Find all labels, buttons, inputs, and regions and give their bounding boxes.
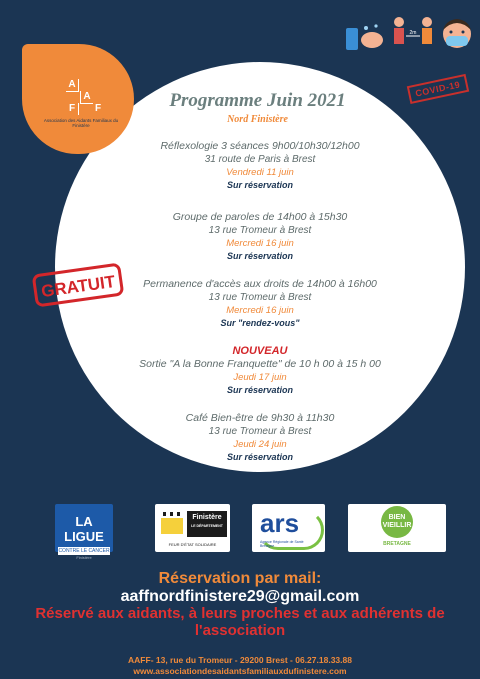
event-date: Jeudi 24 juin xyxy=(233,439,287,450)
logo-letter: A xyxy=(80,91,93,104)
reservation-heading: Réservation par mail: xyxy=(158,570,322,587)
event-booking: Sur réservation xyxy=(226,452,294,462)
event-address: 31 route de Paris à Brest xyxy=(204,154,316,165)
event-date: Jeudi 17 juin xyxy=(233,372,287,383)
ligue-title: LA LIGUE xyxy=(64,514,104,544)
event-address: 13 rue Tromeur à Brest xyxy=(208,225,312,236)
face-mask-icon xyxy=(438,14,476,56)
ligue-subtitle: CONTRE LE CANCER xyxy=(58,548,110,554)
ligue-region: Finistère xyxy=(76,555,92,560)
reservation-email[interactable]: aaffnordfinistere29@gmail.com xyxy=(120,588,360,605)
distancing-people-icon xyxy=(390,14,436,56)
event-booking: Sur réservation xyxy=(226,385,294,395)
new-badge: NOUVEAU xyxy=(232,345,288,357)
event-item xyxy=(100,278,420,330)
event-address: 13 rue Tromeur à Brest xyxy=(208,292,312,303)
ars-logo xyxy=(252,504,325,552)
gratuit-text: GRATUIT xyxy=(40,271,117,302)
event-date: Mercredi 16 juin xyxy=(226,305,294,316)
event-name: Sortie "A la Bonne Franquette" de 10 h 00 à 15 h 00 xyxy=(139,358,381,370)
finistere-name: Finistère xyxy=(192,514,222,521)
bien-vieillir-logo xyxy=(348,504,446,552)
eligibility-note: Réservé aux aidants, à leurs proches et aux adhérents de l'association xyxy=(35,605,445,639)
ars-subtitle: Agence Régionale de Santé Bretagne xyxy=(260,540,304,548)
page-subtitle: Nord Finistère xyxy=(227,114,288,125)
event-booking: Sur réservation xyxy=(226,180,294,190)
event-name: Permanence d'accès aux droits de 14h00 à 16h00 xyxy=(143,278,377,290)
event-item xyxy=(110,140,410,192)
svg-text:2m: 2m xyxy=(409,30,417,36)
event-address: 13 rue Tromeur à Brest xyxy=(208,426,312,437)
hand-sanitizer-icon xyxy=(340,14,386,56)
event-booking: Sur réservation xyxy=(226,251,294,261)
event-item xyxy=(100,412,420,464)
bien-vieillir-subtitle: BRETAGNE xyxy=(383,541,411,547)
event-date: Vendredi 11 juin xyxy=(226,167,294,178)
logo-letter: F xyxy=(94,103,102,114)
finistere-shield-icon xyxy=(161,510,183,534)
covid-stamp: COVID-19 xyxy=(407,74,469,104)
finistere-subtitle: LE DÉPARTEMENT xyxy=(191,524,223,528)
logo-tagline: Association des Aidants Familiaux du Finistère xyxy=(43,118,119,128)
logo-letter: F xyxy=(66,103,79,115)
bien-vieillir-name: BIEN VIEILLIR xyxy=(382,514,412,529)
logo-letter: A xyxy=(66,79,79,92)
event-date: Mercredi 16 juin xyxy=(226,238,294,249)
event-name: Réflexologie 3 séances 9h00/10h30/12h00 xyxy=(160,140,360,152)
page-title: Programme Juin 2021 xyxy=(169,90,346,111)
event-name: Café Bien-être de 9h30 à 11h30 xyxy=(185,412,335,424)
event-booking: Sur "rendez-vous" xyxy=(220,318,300,328)
contact-address: AAFF- 13, rue du Tromeur - 29200 Brest - 06.27.18.33.88 xyxy=(128,655,352,665)
event-item xyxy=(100,344,420,397)
aaff-logo xyxy=(58,75,106,117)
ligue-contre-cancer-logo xyxy=(55,504,113,552)
finistere-tag: FEUR D'ÉTAT SOLIDAIRE xyxy=(168,542,217,547)
event-item xyxy=(110,211,410,263)
ars-name: ars xyxy=(260,508,300,538)
finistere-name-box xyxy=(187,511,227,537)
finistere-logo xyxy=(155,504,230,552)
website-link[interactable]: www.associationdesaidantsfamiliauxdufinistere.com xyxy=(133,666,347,676)
event-name: Groupe de paroles de 14h00 à 15h30 xyxy=(172,211,348,223)
